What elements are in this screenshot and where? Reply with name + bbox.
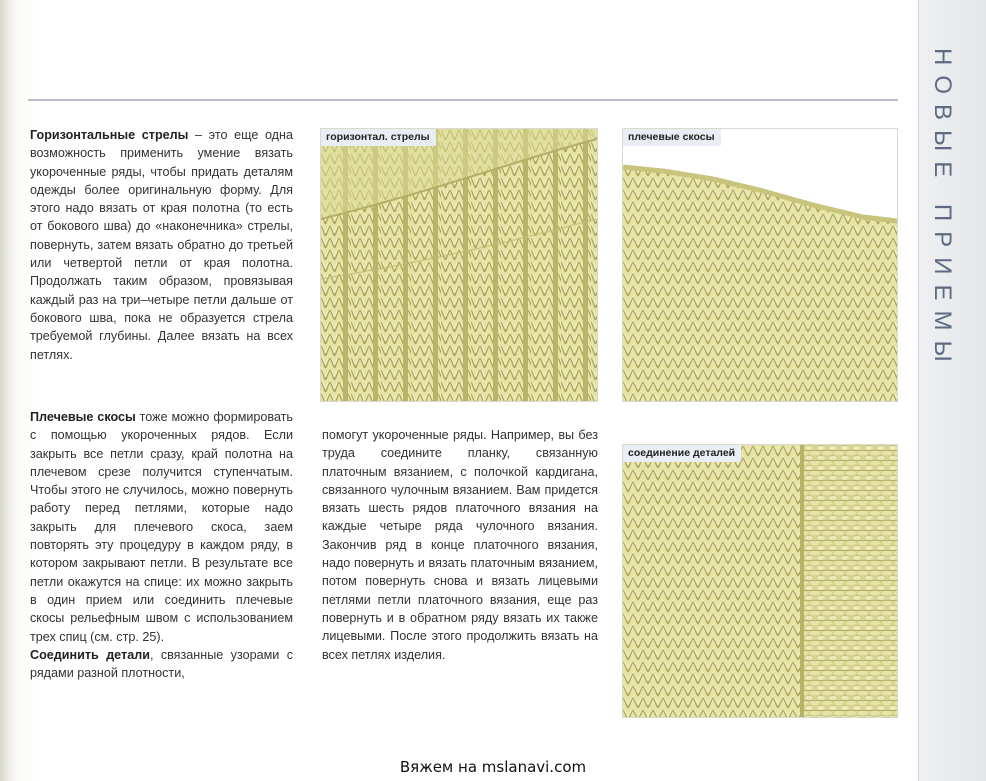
photo-label-arrows: горизонтал. стрелы [321,129,436,146]
knit-swatch-arrows [321,129,597,401]
header-rule [28,99,898,101]
text-column-middle [322,426,598,664]
term-joining-parts: Соединить детали [30,647,150,662]
photo-label-joining: соединение деталей [623,445,741,462]
text-column-left-top [30,126,293,364]
paragraph-joining-parts [30,646,293,683]
photo-shoulder-slopes [622,128,898,402]
footer-watermark: Вяжем на mslanavi.com [399,758,587,776]
photo-joining-parts [622,444,898,718]
paragraph-horizontal-arrows [30,126,293,364]
paragraph-joining-continued: помогут укороченные ряды. Например, вы без труда соедините планку, связанную платочным вязанием, с полочкой кардигана, связанного чулочным вязанием. Вам придется вязать шесть рядов платочного вязания на каждые четыре ряда чулочного вязания. Закончив ряд в конце платочного вязания, надо повернуть и вязать платочным вязанием, потом повернуть снова и вязать лицевыми петлями петли платочного вязания, еще раз повернуть и в обратном ряду вязать их также лицевыми. После этого продолжить вязать на всех петлях изделия. [322,428,598,662]
photo-horizontal-arrows [320,128,598,402]
paragraph-shoulder-slopes [30,408,293,646]
knit-swatch-joining [623,445,897,717]
paragraph-text: – это еще одна возможность применить умение вязать укороченные ряды, чтобы придать деталям одежды более оригинальную форму. Для этого надо вязать от края полотна (то есть от бокового шва) до «наконечника» стрелы, повернуть, затем вязать обратно до третьей или четвертой петли от края полотна. Продолжать таким образом, провязывая каждый раз на три–четыре петли дальше от бокового шва, пока не образуется стрела требуемой глубины. Далее вязать на всех петлях. [30,128,293,362]
photo-label-shoulder: плечевые скосы [623,129,721,146]
knit-swatch-shoulder [623,129,897,401]
paragraph-text: тоже можно формировать с помощью укороченных рядов. Если закрыть все петли сразу, край полотна на плечевом срезе получится ступенчатым. Чтобы этого не случилось, можно повернуть работу перед петлями, которые надо закрыть для плечевого скоса, заем повторять эту процедуру в каждом ряду, в котором закрывают петли. В результате все петли окажутся на спице: их можно закрыть в один прием или соединить плечевые скосы рельефным швом с использованием трех спиц (см. стр. 25). [30,410,293,644]
term-shoulder-slopes: Плечевые скосы [30,410,136,424]
term-horizontal-arrows: Горизонтальные стрелы [30,128,189,142]
paragraph-text: , связанные узорами с рядами разной плотности, [30,647,293,681]
section-title-vertical: НОВЫЕ ПРИЕМЫ [929,48,956,372]
text-column-left-bottom [30,408,293,682]
